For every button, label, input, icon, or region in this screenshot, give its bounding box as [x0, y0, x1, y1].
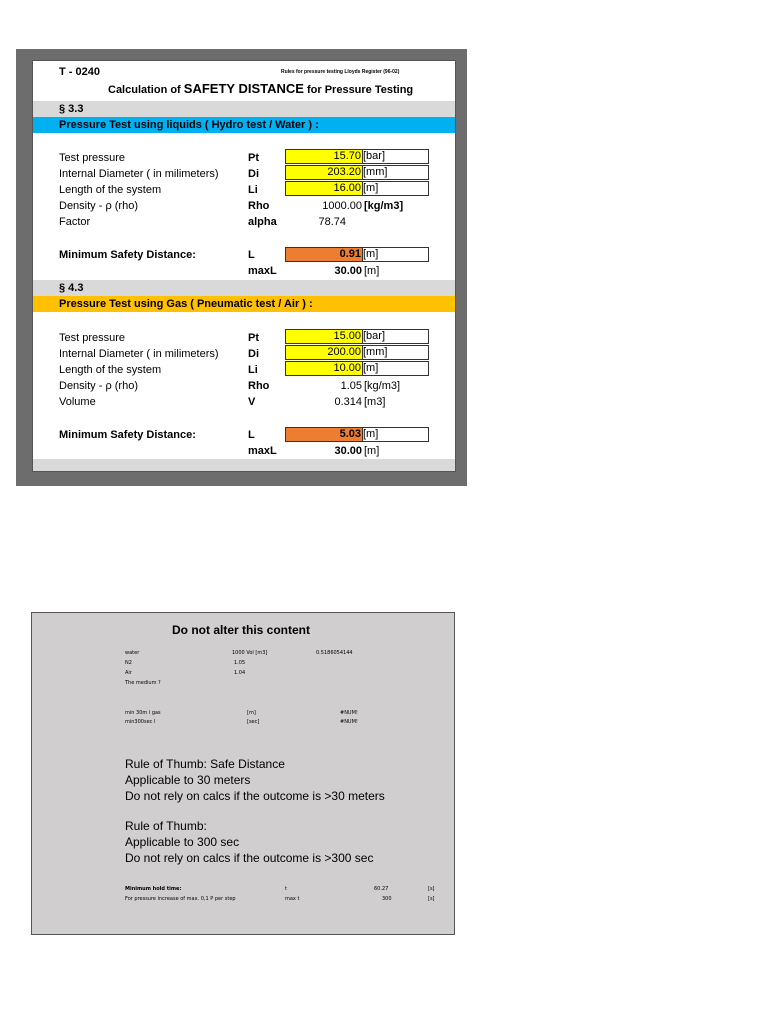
max-symbol: maxL	[248, 445, 277, 457]
result-value: 0.91	[339, 248, 361, 260]
max-hold-unit: [s]	[428, 896, 435, 902]
section1-title-band	[33, 117, 455, 133]
result-label: Minimum Safety Distance:	[59, 249, 196, 261]
title-main: SAFETY DISTANCE	[183, 81, 304, 96]
row-symbol: Li	[248, 184, 258, 196]
rule1-line3: Do not rely on calcs if the outcome is >30 meters	[125, 789, 385, 803]
unit: [m3]	[364, 396, 386, 408]
sheet-footer-band	[33, 459, 455, 471]
unit-cell	[363, 247, 429, 262]
pressure-value: 15.70	[333, 150, 361, 162]
row-label: Volume	[59, 396, 96, 408]
min-row-unit: [sec]	[247, 719, 260, 725]
unit-cell	[363, 361, 429, 376]
diameter-input[interactable]	[285, 165, 363, 180]
min-row-label: min 30m l gas	[125, 710, 161, 716]
medium-label: N2	[125, 660, 132, 666]
row-symbol: Pt	[248, 332, 259, 344]
max-unit: [m]	[364, 265, 380, 277]
sheet2-title: Do not alter this content	[172, 623, 310, 637]
unit: [bar]	[363, 330, 386, 342]
row-symbol: Li	[248, 364, 258, 376]
max-value: 30.00	[334, 445, 362, 457]
pressure-input[interactable]	[285, 329, 363, 344]
row-label: Internal Diameter ( in milimeters)	[59, 348, 219, 360]
row-label: Length of the system	[59, 184, 162, 196]
unit-cell	[363, 165, 429, 180]
length-value: 16.00	[333, 182, 361, 194]
min-row-label: min300sec l	[125, 719, 156, 725]
unit: [m]	[363, 428, 379, 440]
length-input[interactable]	[285, 181, 363, 196]
result-symbol: L	[248, 249, 255, 261]
section1-title: Pressure Test using liquids ( Hydro test / Water ) :	[59, 119, 319, 131]
medium-label: water	[125, 650, 140, 656]
row-label: Internal Diameter ( in milimeters)	[59, 168, 219, 180]
min-row-value: #NUM!	[340, 710, 358, 716]
row-label: Density - ρ (rho)	[59, 200, 138, 212]
title-prefix: Calculation of	[108, 84, 184, 96]
max-hold-label: For pressure increase of max. 0,1 P per step	[125, 896, 236, 902]
row-label: Length of the system	[59, 364, 162, 376]
rule1-line1: Rule of Thumb: Safe Distance	[125, 757, 285, 771]
safety-distance-sheet	[16, 49, 467, 486]
medium-value: 1000 Vol [m3]	[232, 650, 268, 656]
result-symbol: L	[248, 429, 255, 441]
hold-time-value: 60.27	[374, 886, 389, 892]
row-symbol: Rho	[248, 380, 270, 392]
hold-time-unit: [s]	[428, 886, 435, 892]
min-row-unit: [m]	[247, 710, 256, 716]
row-label: Density - ρ (rho)	[59, 380, 138, 392]
diameter-value: 200.00	[327, 346, 361, 358]
section2-header	[33, 280, 455, 296]
factor-value: 78.74	[318, 216, 346, 228]
rule2-line1: Rule of Thumb:	[125, 819, 207, 833]
row-symbol: Pt	[248, 152, 259, 164]
medium-value: 1.04	[234, 670, 246, 676]
pressure-value: 15.00	[333, 330, 361, 342]
medium-label: Air	[125, 670, 132, 676]
volume-value: 0.314	[334, 396, 362, 408]
section1-header	[33, 101, 455, 117]
max-hold-value: 300	[382, 896, 392, 902]
row-symbol: alpha	[248, 216, 277, 228]
section2-title-band	[33, 296, 455, 312]
result-label: Minimum Safety Distance:	[59, 429, 196, 441]
section2-number: § 4.3	[59, 282, 84, 294]
rule2-line3: Do not rely on calcs if the outcome is >300 sec	[125, 851, 374, 865]
pressure-input[interactable]	[285, 149, 363, 164]
unit: [mm]	[363, 346, 388, 358]
result-value-cell	[285, 247, 363, 262]
section2-title: Pressure Test using Gas ( Pneumatic test / Air ) :	[59, 298, 313, 310]
unit: [mm]	[363, 166, 388, 178]
unit: [bar]	[363, 150, 386, 162]
unit: [m]	[363, 248, 379, 260]
doc-id: T - 0240	[59, 66, 100, 78]
unit-cell	[363, 427, 429, 442]
medium-extra: 0.5186054144	[316, 650, 353, 656]
unit: [m]	[363, 362, 379, 374]
diameter-value: 203.20	[327, 166, 361, 178]
max-unit: [m]	[364, 445, 380, 457]
title-suffix: for Pressure Testing	[303, 84, 414, 96]
unit-cell	[363, 149, 429, 164]
row-symbol: Di	[248, 168, 259, 180]
sheet-content	[32, 60, 456, 472]
unit-cell	[363, 329, 429, 344]
medium-value: 1.05	[234, 660, 246, 666]
sheet-title	[108, 81, 413, 98]
result-value-cell	[285, 427, 363, 442]
min-row-value: #NUM!	[340, 719, 358, 725]
row-symbol: Rho	[248, 200, 270, 212]
unit-cell	[363, 181, 429, 196]
hold-time-label: Minimum hold time:	[125, 886, 182, 892]
row-symbol: Di	[248, 348, 259, 360]
row-label: Factor	[59, 216, 91, 228]
max-hold-symbol: max t	[285, 896, 300, 902]
section1-number: § 3.3	[59, 103, 84, 115]
result-value: 5.03	[339, 428, 361, 440]
max-symbol: maxL	[248, 265, 277, 277]
row-label: Test pressure	[59, 332, 126, 344]
hidden-calc-sheet	[31, 612, 455, 935]
density-value: 1000.00	[322, 200, 362, 212]
unit-cell	[363, 345, 429, 360]
row-symbol: V	[248, 396, 256, 408]
row-label: Test pressure	[59, 152, 126, 164]
unit: [kg/m3]	[364, 380, 401, 392]
unit: [m]	[363, 182, 379, 194]
length-value: 10.00	[333, 362, 361, 374]
medium-question: The medium ?	[125, 680, 161, 686]
hold-time-symbol: t	[285, 886, 287, 892]
rule2-line2: Applicable to 300 sec	[125, 835, 240, 849]
rules-reference: Rules for pressure testing Lloyds Register (96-02)	[281, 69, 400, 75]
max-value: 30.00	[334, 265, 362, 277]
rule1-line2: Applicable to 30 meters	[125, 773, 251, 787]
unit: [kg/m3]	[364, 200, 404, 212]
length-input[interactable]	[285, 361, 363, 376]
diameter-input[interactable]	[285, 345, 363, 360]
density-value: 1.05	[340, 380, 362, 392]
